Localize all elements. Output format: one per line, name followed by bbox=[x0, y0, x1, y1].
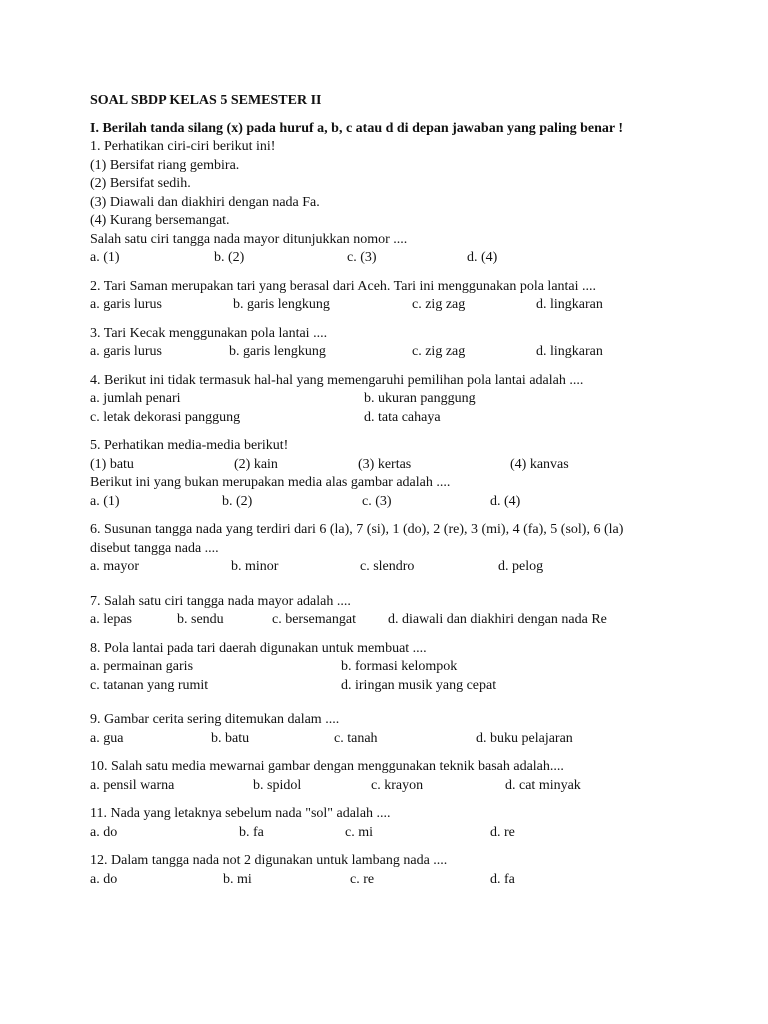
answer-option: a. do bbox=[90, 824, 118, 840]
document-title: SOAL SBDP KELAS 5 SEMESTER II bbox=[90, 93, 322, 108]
question-block bbox=[90, 852, 750, 889]
answer-option: d. re bbox=[490, 824, 515, 840]
question-text: 10. Salah satu media mewarnai gambar dengan menggunakan teknik basah adalah.... bbox=[90, 759, 564, 774]
option-row bbox=[90, 777, 750, 796]
answer-option: a. garis lurus bbox=[90, 344, 162, 359]
option-row bbox=[90, 390, 750, 409]
answer-option: (3) kertas bbox=[358, 456, 412, 472]
question-block bbox=[90, 437, 750, 511]
answer-option: d. lingkaran bbox=[536, 344, 603, 359]
option-row bbox=[90, 456, 750, 475]
answer-option: c. mi bbox=[345, 824, 373, 840]
option-row bbox=[90, 611, 750, 630]
question-line: (3) Diawali dan diakhiri dengan nada Fa. bbox=[90, 194, 320, 210]
answer-option: a. pensil warna bbox=[90, 777, 175, 793]
answer-option: d. fa bbox=[490, 871, 515, 887]
option-row bbox=[90, 658, 750, 677]
question-list bbox=[90, 138, 750, 889]
answer-option: c. zig zag bbox=[412, 297, 466, 312]
question-line: disebut tangga nada .... bbox=[90, 540, 219, 556]
answer-option: d. cat minyak bbox=[505, 777, 581, 793]
answer-option: b. formasi kelompok bbox=[341, 659, 458, 674]
document-page bbox=[90, 92, 750, 889]
answer-option: b. sendu bbox=[177, 612, 224, 627]
answer-option: b. minor bbox=[231, 559, 279, 574]
question-block bbox=[90, 138, 750, 268]
answer-option: c. tanah bbox=[334, 730, 378, 746]
question-block bbox=[90, 278, 750, 315]
question-text: 1. Perhatikan ciri-ciri berikut ini! bbox=[90, 139, 276, 154]
answer-option: a. mayor bbox=[90, 559, 139, 574]
question-text: 9. Gambar cerita sering ditemukan dalam .... bbox=[90, 712, 340, 727]
answer-option: b. (2) bbox=[222, 493, 253, 509]
answer-option: d. pelog bbox=[498, 559, 544, 574]
answer-option: b. spidol bbox=[253, 777, 302, 793]
answer-option: a. gua bbox=[90, 730, 124, 746]
question-text: 12. Dalam tangga nada not 2 digunakan untuk lambang nada .... bbox=[90, 853, 448, 868]
question-text: 6. Susunan tangga nada yang terdiri dari 6 (la), 7 (si), 1 (do), 2 (re), 3 (mi), 4 (fa), 5 (sol), 6 (la) bbox=[90, 522, 624, 537]
answer-option: b. batu bbox=[211, 730, 250, 746]
answer-option: c. slendro bbox=[360, 559, 415, 574]
answer-option: d. tata cahaya bbox=[364, 409, 441, 425]
answer-option: d. (4) bbox=[490, 493, 521, 509]
option-row bbox=[90, 558, 750, 577]
option-row bbox=[90, 871, 750, 890]
instruction-text: I. Berilah tanda silang (x) pada huruf a, b, c atau d di depan jawaban yang paling benar ! bbox=[90, 120, 624, 136]
answer-option: c. (3) bbox=[362, 493, 392, 509]
answer-option: c. zig zag bbox=[412, 344, 466, 359]
answer-option: a. permainan garis bbox=[90, 659, 194, 674]
answer-option: d. buku pelajaran bbox=[476, 730, 573, 746]
option-row bbox=[90, 343, 750, 362]
question-block bbox=[90, 640, 750, 696]
answer-option: (4) kanvas bbox=[510, 456, 569, 472]
answer-option: c. (3) bbox=[347, 250, 377, 265]
question-block bbox=[90, 521, 750, 577]
answer-option: c. letak dekorasi panggung bbox=[90, 409, 241, 425]
answer-option: c. bersemangat bbox=[272, 612, 356, 627]
question-text: 8. Pola lantai pada tari daerah digunakan untuk membuat .... bbox=[90, 640, 427, 656]
answer-option: a. (1) bbox=[90, 493, 120, 509]
question-text: 5. Perhatikan media-media berikut! bbox=[90, 438, 289, 453]
question-text: 3. Tari Kecak menggunakan pola lantai .... bbox=[90, 325, 328, 341]
option-row bbox=[90, 493, 750, 512]
question-line: (2) Bersifat sedih. bbox=[90, 176, 191, 191]
question-block bbox=[90, 593, 750, 630]
question-block bbox=[90, 372, 750, 428]
answer-option: a. jumlah penari bbox=[90, 391, 181, 406]
option-row bbox=[90, 824, 750, 843]
question-block bbox=[90, 758, 750, 795]
answer-option: d. (4) bbox=[467, 250, 498, 265]
question-text: 11. Nada yang letaknya sebelum nada "sol" adalah .... bbox=[90, 806, 391, 821]
answer-option: a. do bbox=[90, 871, 118, 887]
answer-option: b. ukuran panggung bbox=[364, 391, 476, 406]
question-block bbox=[90, 325, 750, 362]
answer-option: (1) batu bbox=[90, 456, 134, 472]
question-line: (1) Bersifat riang gembira. bbox=[90, 157, 240, 173]
answer-option: a. (1) bbox=[90, 250, 120, 265]
answer-option: b. mi bbox=[223, 871, 252, 887]
option-row bbox=[90, 296, 750, 315]
option-row bbox=[90, 730, 750, 749]
question-text: 4. Berikut ini tidak termasuk hal-hal yang memengaruhi pemilihan pola lantai adalah .... bbox=[90, 372, 584, 388]
question-block bbox=[90, 805, 750, 842]
answer-option: a. garis lurus bbox=[90, 297, 162, 312]
question-line: Berikut ini yang bukan merupakan media alas gambar adalah .... bbox=[90, 475, 451, 490]
question-line: Salah satu ciri tangga nada mayor ditunjukkan nomor .... bbox=[90, 231, 408, 247]
answer-option: a. lepas bbox=[90, 612, 132, 627]
answer-option: (2) kain bbox=[234, 456, 278, 472]
option-row bbox=[90, 249, 750, 268]
answer-option: c. tatanan yang rumit bbox=[90, 677, 209, 693]
answer-option: b. garis lengkung bbox=[229, 344, 326, 359]
answer-option: d. diawali dan diakhiri dengan nada Re bbox=[388, 612, 607, 627]
answer-option: c. krayon bbox=[371, 777, 424, 793]
question-text: 2. Tari Saman merupakan tari yang berasal dari Aceh. Tari ini menggunakan pola lantai .... bbox=[90, 278, 597, 294]
question-text: 7. Salah satu ciri tangga nada mayor adalah .... bbox=[90, 593, 351, 609]
answer-option: b. (2) bbox=[214, 250, 245, 265]
answer-option: b. fa bbox=[239, 824, 264, 840]
option-row bbox=[90, 409, 750, 428]
question-block bbox=[90, 711, 750, 748]
answer-option: b. garis lengkung bbox=[233, 297, 330, 312]
option-row bbox=[90, 677, 750, 696]
answer-option: d. iringan musik yang cepat bbox=[341, 677, 497, 693]
question-line: (4) Kurang bersemangat. bbox=[90, 213, 230, 228]
answer-option: d. lingkaran bbox=[536, 297, 603, 312]
answer-option: c. re bbox=[350, 871, 375, 887]
